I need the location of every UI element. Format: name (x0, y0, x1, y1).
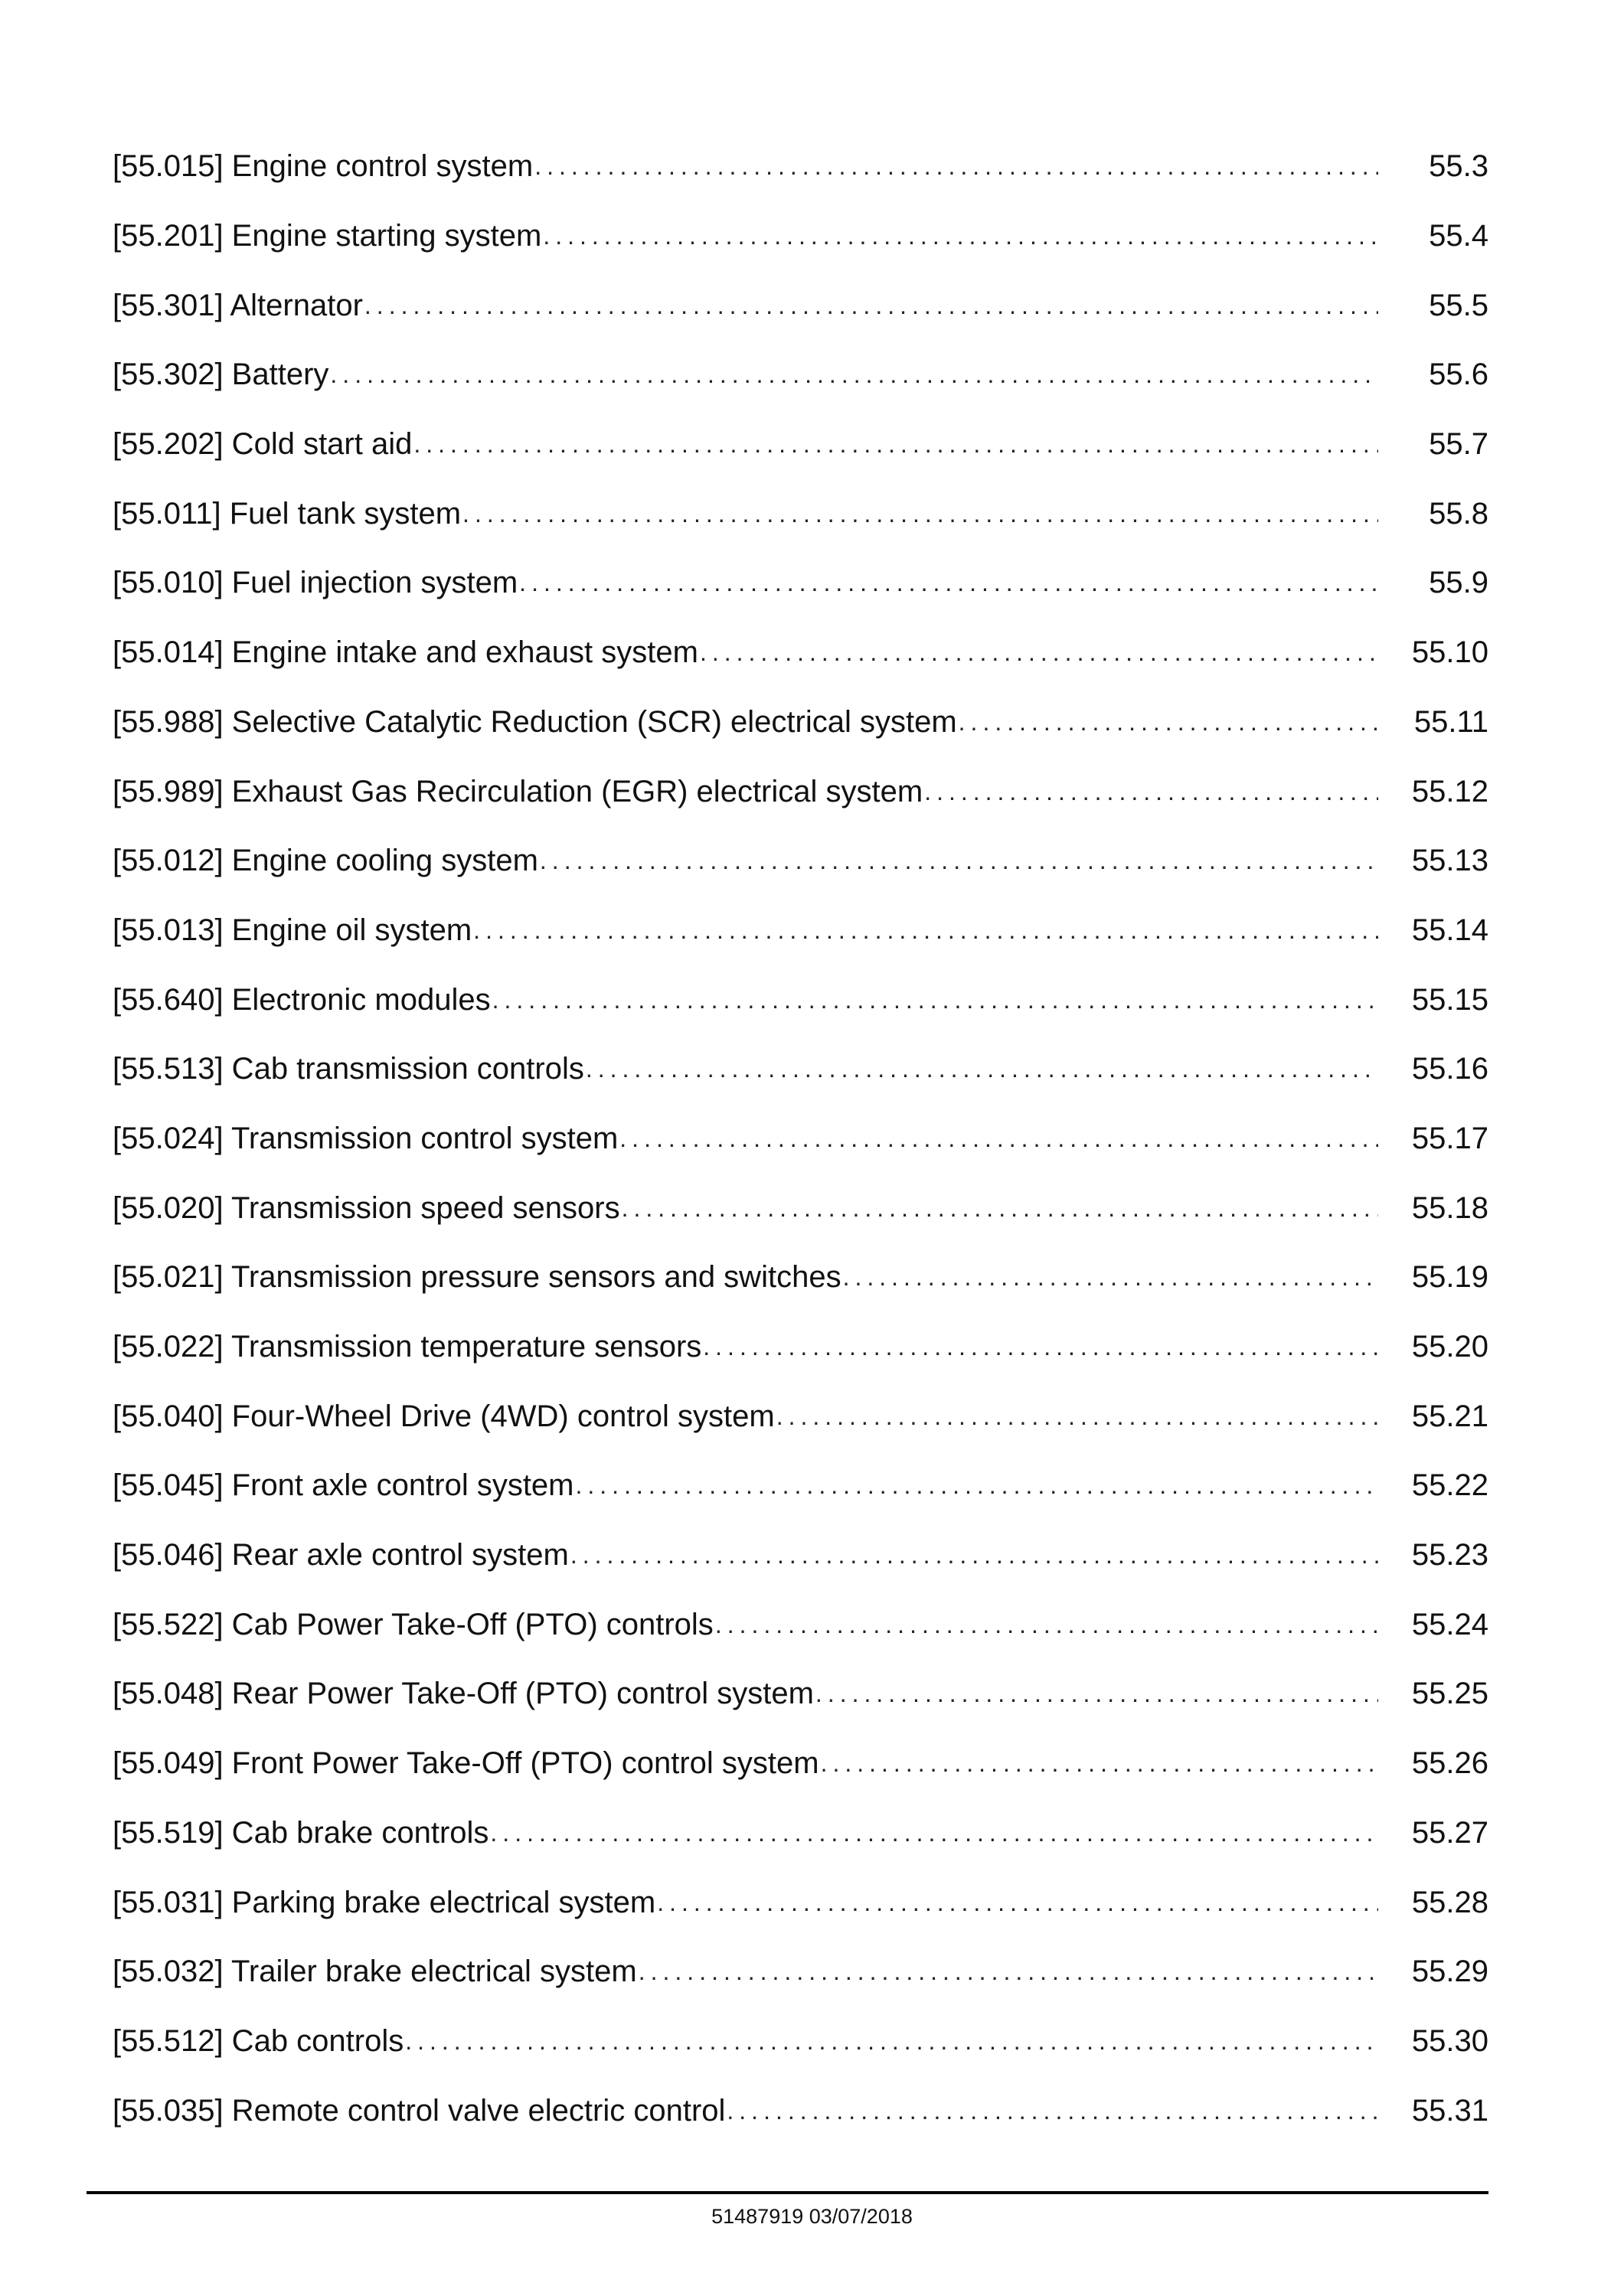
toc-entry-page: 55.31 (1411, 2093, 1488, 2128)
dot-leader (405, 2029, 1378, 2053)
toc-entry[interactable] (113, 1589, 1488, 1659)
dot-leader (413, 432, 1378, 456)
footer-divider (87, 2191, 1488, 2194)
toc-entry-page: 55.23 (1411, 1538, 1488, 1573)
dot-leader (843, 1265, 1378, 1289)
toc-entry-title: [55.640] Electronic modules (113, 982, 491, 1017)
dot-leader (776, 1404, 1378, 1429)
toc-entry[interactable] (113, 2007, 1488, 2076)
toc-entry-page: 55.22 (1411, 1468, 1488, 1503)
toc-entry[interactable] (113, 965, 1488, 1034)
toc-entry-title: [55.031] Parking brake electrical system (113, 1885, 656, 1919)
toc-entry[interactable] (113, 201, 1488, 271)
toc-entry-page: 55.27 (1411, 1815, 1488, 1850)
dot-leader (619, 1126, 1378, 1151)
toc-entry[interactable] (113, 1243, 1488, 1312)
toc-entry-page: 55.15 (1411, 982, 1488, 1017)
dot-leader (657, 1890, 1378, 1915)
toc-entry[interactable] (113, 1451, 1488, 1520)
toc-entry[interactable] (113, 1798, 1488, 1868)
toc-entry[interactable] (113, 340, 1488, 410)
toc-entry-title: [55.045] Front axle control system (113, 1468, 574, 1503)
dot-leader (534, 154, 1378, 178)
dot-leader (639, 1959, 1378, 1984)
toc-entry[interactable] (113, 548, 1488, 618)
dot-leader (490, 1821, 1378, 1845)
dot-leader (703, 1334, 1378, 1359)
toc-entry[interactable] (113, 826, 1488, 896)
toc-entry[interactable] (113, 1312, 1488, 1382)
toc-entry[interactable] (113, 1104, 1488, 1174)
toc-entry[interactable] (113, 1381, 1488, 1451)
dot-leader (622, 1196, 1378, 1220)
toc-entry-page: 55.16 (1411, 1052, 1488, 1086)
toc-entry-title: [55.988] Selective Catalytic Reduction (SCR) electrical system (113, 704, 957, 739)
dot-leader (959, 710, 1378, 734)
dot-leader (586, 1057, 1378, 1081)
toc-entry-title: [55.020] Transmission speed sensors (113, 1190, 620, 1225)
toc-entry-title: [55.012] Engine cooling system (113, 844, 538, 878)
toc-entry-title: [55.301] Alternator (113, 288, 363, 322)
toc-entry-title: [55.011] Fuel tank system (113, 496, 462, 531)
toc-entry-page: 55.6 (1429, 358, 1488, 392)
toc-entry-page: 55.28 (1411, 1885, 1488, 1919)
toc-entry[interactable] (113, 270, 1488, 340)
toc-entry-page: 55.7 (1429, 427, 1488, 462)
toc-entry-page: 55.8 (1429, 496, 1488, 531)
toc-entry-page: 55.30 (1411, 2023, 1488, 2058)
toc-entry-title: [55.014] Engine intake and exhaust system (113, 635, 698, 670)
dot-leader (821, 1751, 1378, 1775)
toc-entry-title: [55.010] Fuel injection system (113, 566, 518, 600)
toc-entry-page: 55.3 (1429, 149, 1488, 184)
toc-entry[interactable] (113, 618, 1488, 687)
toc-entry-page: 55.10 (1411, 635, 1488, 670)
toc-entry-title: [55.202] Cold start aid (113, 427, 413, 462)
toc-entry-title: [55.989] Exhaust Gas Recirculation (EGR) electrical system (113, 774, 923, 808)
toc-entry-page: 55.18 (1411, 1190, 1488, 1225)
toc-entry-page: 55.5 (1429, 288, 1488, 322)
toc-entry-title: [55.513] Cab transmission controls (113, 1052, 584, 1086)
toc-entry-page: 55.11 (1413, 704, 1488, 739)
toc-entry-page: 55.4 (1429, 219, 1488, 253)
dot-leader (924, 779, 1378, 804)
toc-entry-page: 55.29 (1411, 1955, 1488, 1989)
toc-entry[interactable] (113, 1659, 1488, 1729)
dot-leader (519, 570, 1378, 595)
toc-entry[interactable] (113, 1867, 1488, 1937)
toc-entry-page: 55.19 (1411, 1260, 1488, 1295)
toc-entry-title: [55.046] Rear axle control system (113, 1538, 569, 1573)
toc-entry[interactable] (113, 478, 1488, 548)
toc-entry-title: [55.022] Transmission temperature sensors (113, 1330, 702, 1364)
dot-leader (727, 2098, 1378, 2123)
toc-entry-page: 55.13 (1411, 844, 1488, 878)
toc-entry-title: [55.032] Trailer brake electrical system (113, 1955, 637, 1989)
toc-entry-page: 55.21 (1411, 1399, 1488, 1433)
toc-entry-title: [55.013] Engine oil system (113, 913, 472, 947)
toc-entry[interactable] (113, 1520, 1488, 1590)
dot-leader (576, 1473, 1379, 1497)
dot-leader (540, 848, 1378, 873)
toc-entry[interactable] (113, 1173, 1488, 1243)
toc-entry-title: [55.519] Cab brake controls (113, 1815, 489, 1850)
dot-leader (462, 501, 1378, 526)
toc-entry-title: [55.522] Cab Power Take-Off (PTO) controls (113, 1607, 714, 1641)
toc-entry-title: [55.512] Cab controls (113, 2023, 404, 2058)
toc-entry-title: [55.201] Engine starting system (113, 219, 542, 253)
toc-entry[interactable] (113, 1937, 1488, 2007)
toc-entry-page: 55.25 (1411, 1677, 1488, 1711)
toc-entry[interactable] (113, 132, 1488, 201)
table-of-contents (113, 132, 1488, 2145)
toc-entry[interactable] (113, 1729, 1488, 1798)
toc-entry-page: 55.20 (1411, 1330, 1488, 1364)
toc-entry-page: 55.17 (1411, 1121, 1488, 1155)
toc-entry[interactable] (113, 896, 1488, 965)
toc-entry-title: [55.302] Battery (113, 358, 329, 392)
toc-entry-title: [55.021] Transmission pressure sensors and switches (113, 1260, 841, 1295)
dot-leader (543, 224, 1378, 248)
toc-entry-page: 55.24 (1411, 1607, 1488, 1641)
dot-leader (700, 640, 1378, 665)
toc-entry-page: 55.9 (1429, 566, 1488, 600)
toc-entry-title: [55.035] Remote control valve electric control (113, 2093, 726, 2128)
toc-entry[interactable] (113, 1034, 1488, 1104)
toc-entry-page: 55.14 (1411, 913, 1488, 947)
toc-entry-title: [55.040] Four-Wheel Drive (4WD) control system (113, 1399, 775, 1433)
toc-entry-page: 55.26 (1411, 1746, 1488, 1781)
dot-leader (364, 293, 1378, 318)
footer-doc-reference: 51487919 03/07/2018 (711, 2205, 913, 2228)
toc-entry-title: [55.015] Engine control system (113, 149, 534, 184)
toc-entry[interactable] (113, 2076, 1488, 2145)
toc-entry[interactable] (113, 410, 1488, 479)
toc-entry[interactable] (113, 756, 1488, 826)
toc-entry-title: [55.048] Rear Power Take-Off (PTO) control system (113, 1677, 814, 1711)
toc-entry-title: [55.049] Front Power Take-Off (PTO) control system (113, 1746, 819, 1781)
toc-entry[interactable] (113, 687, 1488, 757)
dot-leader (473, 918, 1378, 942)
toc-entry-title: [55.024] Transmission control system (113, 1121, 619, 1155)
dot-leader (492, 988, 1378, 1012)
dot-leader (815, 1681, 1378, 1706)
dot-leader (715, 1612, 1378, 1637)
dot-leader (570, 1543, 1378, 1567)
dot-leader (330, 362, 1378, 387)
toc-entry-page: 55.12 (1411, 774, 1488, 808)
